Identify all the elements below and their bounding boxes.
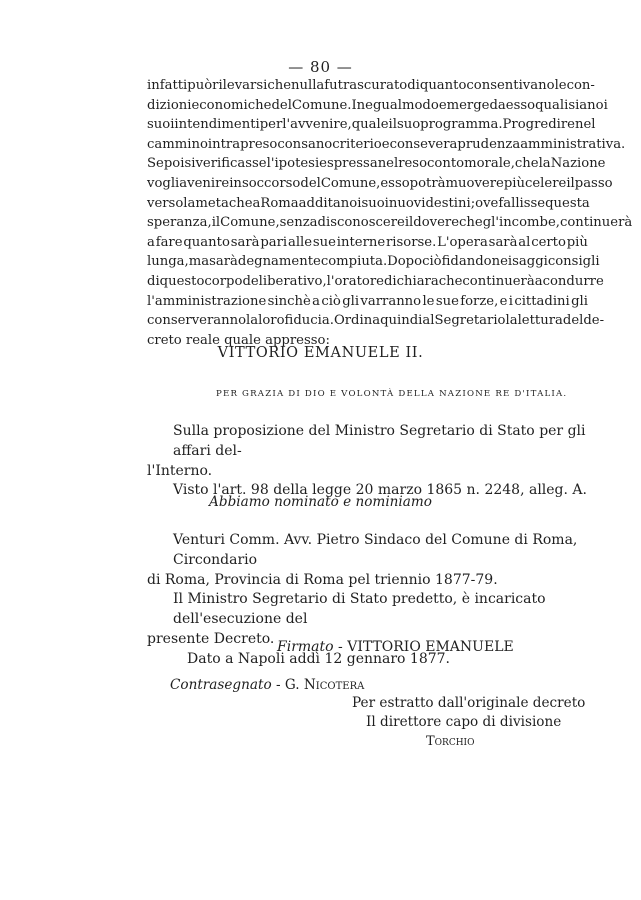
extract-line: Per estratto dall'originale decreto: [352, 695, 586, 711]
countersigned-name: G. Nicotera: [284, 677, 365, 693]
paragraph-line: verso la meta che a Roma additano i suoi nuovi destini; ove fallisse questa: [147, 195, 590, 211]
paragraph-line: di questo corpo deliberativo, l'oratore dichiara che continuerà a condurre: [147, 273, 604, 289]
paragraph-line: suoi intendimenti per l'avvenire, quale il suo programma. Progredire nel: [147, 117, 596, 133]
paragraph-line: conserveranno la loro fiducia. Ordina quindi al Segretario la lettura del de-: [147, 313, 605, 329]
decree-minister-line: presente Decreto.: [147, 630, 275, 647]
signed-separator: -: [333, 639, 348, 655]
paragraph-line: Se poi si verificasse l'ipotesi espressa nel resoconto morale, che la Nazione: [147, 156, 606, 172]
paragraph-line: speranza, il Comune, senza disconoscere il dovere che gl'incombe, continuerà: [147, 215, 633, 231]
decree-appointment-line: di Roma, Provincia di Roma pel triennio 1877-79.: [147, 571, 498, 588]
paragraph-line: infatti può rilevarsi che nulla fu trascurato di quanto consentivano le con-: [147, 78, 595, 93]
decree-signed: [277, 638, 514, 658]
paragraph-line: creto reale quale appresso:: [147, 332, 330, 348]
page-number: — 80 —: [288, 58, 353, 76]
decree-visto: Visto l'art. 98 della legge 20 marzo 1865 n. 2248, alleg. A.: [173, 482, 587, 499]
decree-proposal-line: l'Interno.: [147, 462, 213, 479]
decree-countersigned: [170, 676, 364, 696]
decree-nominated: Abbiamo nominato e nominiamo: [209, 494, 432, 510]
decree-dated: Dato a Napoli addì 12 gennaro 1877.: [187, 650, 451, 667]
decree-king-name: VITTORIO EMANUELE II.: [217, 345, 424, 361]
paragraph-line: voglia venire in soccorso del Comune, esso potrà muovere più celere il passo: [147, 175, 613, 191]
countersigned-label: Contrasegnato: [170, 677, 272, 693]
countersigned-separator: -: [271, 677, 285, 693]
paragraph-line: a fare quanto sarà pari alle sue interne risorse. L'opera sarà al certo più: [147, 234, 588, 250]
decree-proposal-line: Sulla proposizione del Ministro Segretario di Stato per gli affari del-: [173, 423, 586, 459]
body-paragraph: [147, 76, 633, 350]
paragraph-line: dizioni economiche del Comune. In egual modo emerge da esso quali siano i: [147, 97, 608, 113]
paragraph-line: l'amministrazione sinchè a ciò gli varranno le sue forze, e i cittadini gli: [147, 293, 588, 309]
paragraph-line: cammino intrapreso con sano criterio e con severa prudenza amministrativa.: [147, 136, 626, 152]
decree-proposal: [147, 422, 588, 501]
paragraph-line: lunga, ma sarà degnamente compiuta. Dopo ciò fidando nei saggi consigli: [147, 254, 600, 270]
extract-line: Il direttore capo di divisione: [366, 714, 562, 730]
decree-minister-line: Il Ministro Segretario di Stato predetto, è incaricato dell'esecuzione del: [173, 591, 546, 628]
signed-name: VITTORIO EMANUELE: [347, 639, 514, 655]
decree-royal-formula: PER GRAZIA DI DIO E VOLONTÀ DELLA NAZIONE RE D'ITALIA.: [216, 389, 568, 399]
signed-label: Firmato: [277, 639, 334, 655]
extract-signer: Torchio: [426, 734, 475, 749]
decree-appointment-line: Venturi Comm. Avv. Pietro Sindaco del Comune di Roma, Circondario: [173, 532, 578, 568]
